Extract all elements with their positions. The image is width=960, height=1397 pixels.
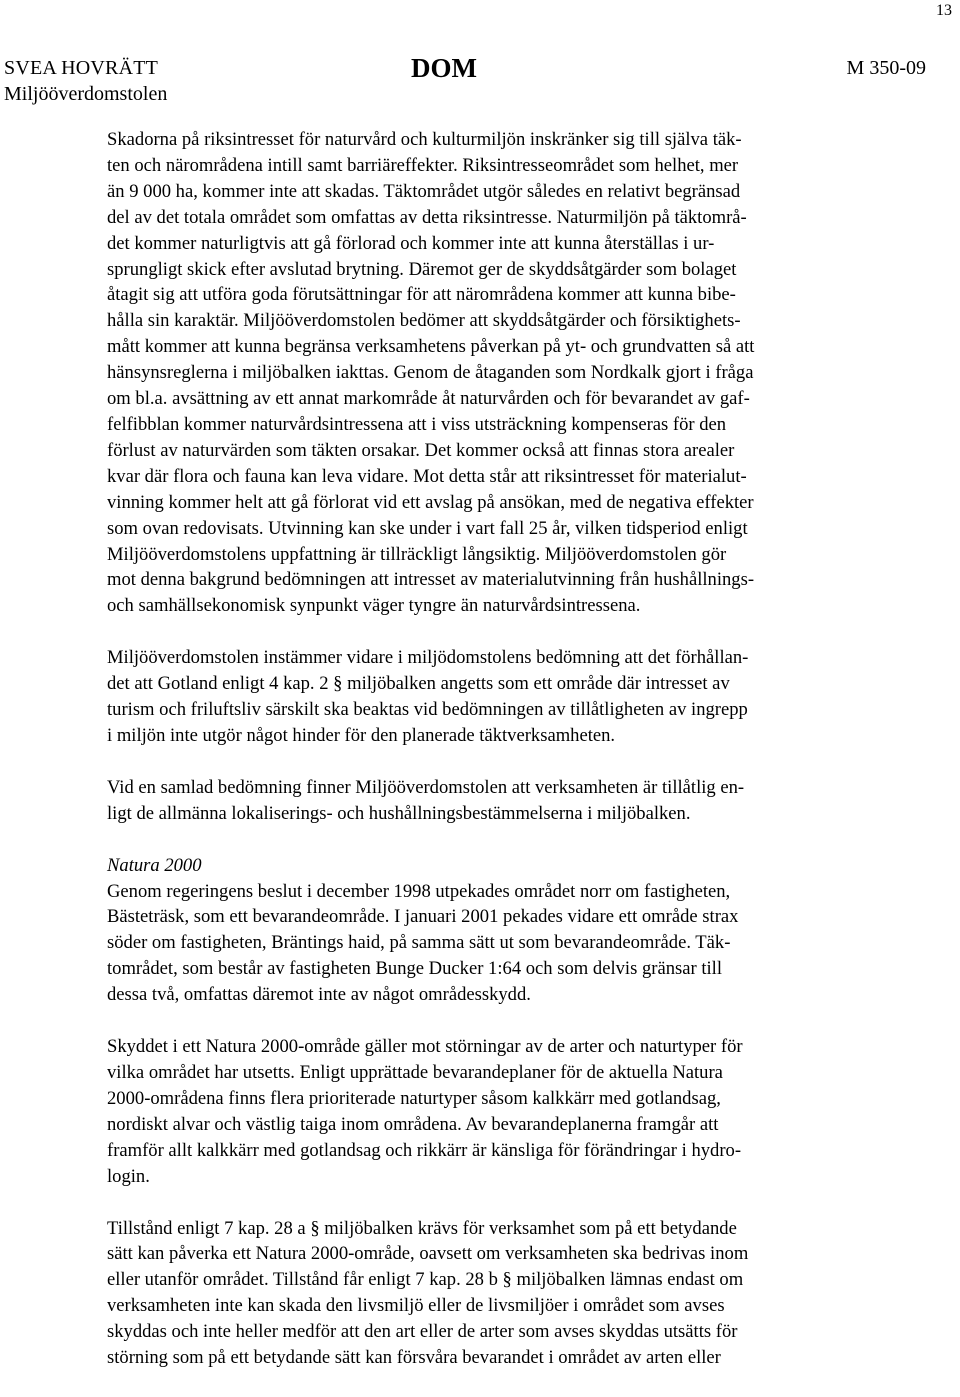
text-line: Skadorna på riksintresset för naturvård och kulturmiljön inskränker sig till själva täk- [107,129,742,150]
text-line: än 9 000 ha, kommer inte att skadas. Täktområdet utgör således en relativt begränsad [107,180,741,202]
text-line: eller utanför området. Tillstånd får enligt 7 kap. 28 b § miljöbalken lämnas endast om [107,1269,744,1291]
text-line: åtagit sig att utföra goda förutsättningar för att närområdena kommer att kunna bibe- [107,284,736,306]
paragraph [107,1034,902,1189]
text-line: Miljööverdomstolen instämmer vidare i miljödomstolens bedömning att det förhållan- [107,647,749,669]
text-line: nordiskt alvar och västlig taiga inom områdena. Av bevarandeplanerna framgår att [107,1113,719,1135]
text-line: mått kommer att kunna begränsa verksamhetens påverkan på yt- och grundvatten så att [107,336,755,358]
text-line: Miljööverdomstolens uppfattning är tillräckligt långsiktig. Miljööverdomstolen gör [107,543,727,565]
text-line: störning som på ett betydande sätt kan försvåra bevarandet i området av arten eller [107,1347,721,1369]
text-line: och samhällsekonomisk synpunkt väger tyngre än naturvårdsintressena. [107,595,641,617]
text-line: tområdet, som består av fastigheten Bunge Ducker 1:64 och som delvis gränsar till [107,958,722,980]
text-line: hålla sin karaktär. Miljööverdomstolen bedömer att skyddsåtgärder och försiktighets- [107,310,741,332]
text-line: ligt de allmänna lokaliserings- och hushållningsbestämmelserna i miljöbalken. [107,802,691,824]
text-line: sätt kan påverka ett Natura 2000-område, oavsett om verksamheten ska bedrivas inom [107,1243,749,1265]
case-number: M 350-09 [846,57,926,79]
paragraph [107,1216,902,1371]
text-line: Bästeträsk, som ett bevarandeområde. I januari 2001 pekades vidare ett område strax [107,906,739,928]
text-line: vilka området har utsetts. Enligt upprättade bevarandeplaner för de aktuella Natura [107,1062,723,1083]
text-line: mot denna bakgrund bedömningen att intresset av materialutvinning från hushållnings- [107,569,755,591]
page-number: 13 [936,2,952,19]
text-line: turism och friluftsliv särskilt ska beaktas vid bedömningen av tillåtligheten av ingrepp [107,699,748,721]
text-line: Skyddet i ett Natura 2000-område gäller mot störningar av de arter och naturtyper för [107,1036,743,1058]
section-heading: Natura 2000 [107,854,202,876]
document-type: DOM [411,53,477,83]
text-line: dessa två, omfattas däremot inte av något områdesskydd. [107,984,531,1006]
text-line: som ovan redovisats. Utvinning kan ske under i vart fall 25 år, vilken tidsperiod enligt [107,517,748,539]
text-line: kvar där flora och fauna kan leva vidare. Mot detta står att riksintresset för materialut- [107,465,747,487]
paragraph [107,127,902,619]
text-line: sprungligt skick efter avslutad brytning. Däremot ger de skyddsåtgärder som bolaget [107,258,737,280]
text-line: vinning kommer helt att gå förlorat vid ett avslag på ansökan, med de negativa effekter [107,491,754,513]
text-line: verksamheten inte kan skada den livsmiljö eller de livsmiljöer i området som avses [107,1295,725,1317]
paragraph [107,775,902,827]
text-line: ten och närområdena intill samt barriäreffekter. Riksintresseområdet som helhet, mer [107,154,739,176]
text-line: felfibblan kommer naturvårdsintressena att i viss utsträckning kompenseras för den [107,413,727,435]
text-line: Tillstånd enligt 7 kap. 28 a § miljöbalken krävs för verksamhet som på ett betydande [107,1217,737,1239]
text-line: hänsynsreglerna i miljöbalken iakttas. Genom de åtaganden som Nordkalk gjort i fråga [107,362,754,384]
text-line: i miljön inte utgör något hinder för den planerade täktverksamheten. [107,724,616,746]
text-line: del av det totala området som omfattas av detta riksintresse. Naturmiljön på täktområ- [107,206,747,228]
document-body [107,127,902,1397]
court-division: Miljööverdomstolen [4,83,168,105]
text-line: förlust av naturvärden som täkten orsakar. Det kommer också att finnas stora arealer [107,439,735,461]
text-line: söder om fastigheten, Bräntings haid, på samma sätt ut som bevarandeområde. Täk- [107,932,731,954]
text-line: om bl.a. avsättning av ett annat markområde åt naturvården och för bevarandet av gaf- [107,388,750,410]
text-line: det att Gotland enligt 4 kap. 2 § miljöbalken angetts som ett område där intresset av [107,673,730,695]
text-line: 2000-områdena finns flera prioriterade naturtyper såsom kalkkärr med gotlandsag, [107,1087,721,1109]
court-name: SVEA HOVRÄTT [4,57,159,79]
text-line: login. [107,1165,150,1187]
paragraph [107,853,902,1008]
text-line: Genom regeringens beslut i december 1998 utpekades området norr om fastigheten, [107,880,731,902]
text-line: skyddas och inte heller medför att den art eller de arter som avses skyddas utsätts för [107,1321,738,1343]
text-line: framför allt kalkkärr med gotlandsag och rikkärr är känsliga för förändringar i hydro- [107,1139,742,1161]
document-header [4,52,926,108]
paragraph [107,645,902,749]
text-line: Vid en samlad bedömning finner Miljööverdomstolen att verksamheten är tillåtlig en- [107,776,745,798]
text-line: det kommer naturligtvis att gå förlorad och kommer inte att kunna återställas i ur- [107,232,715,254]
